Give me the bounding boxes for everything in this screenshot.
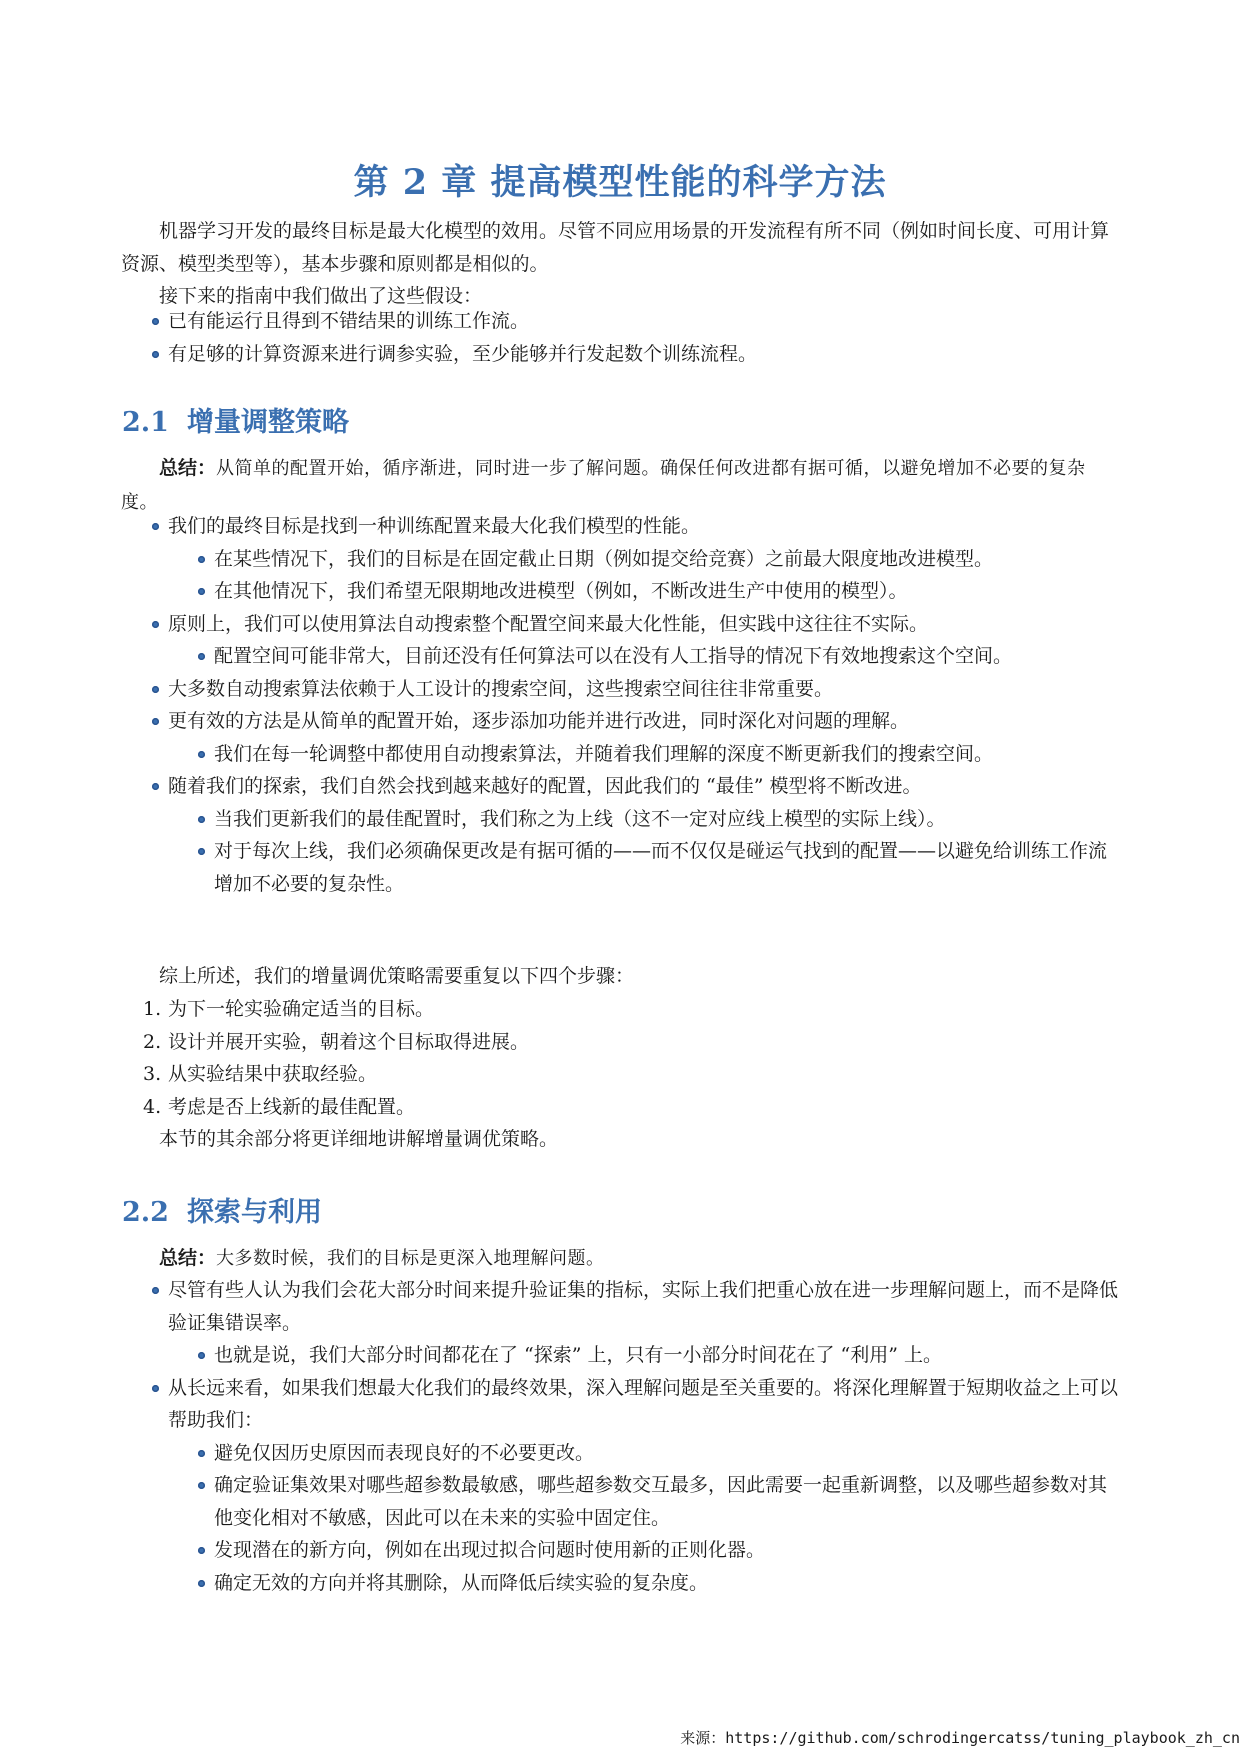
list-item: 也就是说，我们大部分时间都花在了 “探索” 上，只有一小部分时间花在了 “利用” 上。 bbox=[121, 1339, 1121, 1372]
section-closing: 本节的其余部分将更详细地讲解增量调优策略。 bbox=[159, 1128, 559, 1150]
list-item: 当我们更新我们的最佳配置时，我们称之为上线（这不一定对应线上模型的实际上线）。 bbox=[121, 803, 1121, 836]
list-item: 大多数自动搜索算法依赖于人工设计的搜索空间，这些搜索空间往往非常重要。 bbox=[121, 673, 1121, 706]
bullet-icon bbox=[152, 351, 159, 358]
source-footer: 来源：https://github.com/schrodingercatss/tuning_playbook_zh_cn bbox=[680, 1729, 1240, 1747]
list-item: 配置空间可能非常大，目前还没有任何算法可以在没有人工指导的情况下有效地搜索这个空间。 bbox=[121, 640, 1121, 673]
section-bullet-list bbox=[121, 510, 1121, 900]
list-item: 我们的最终目标是找到一种训练配置来最大化我们模型的性能。 bbox=[121, 510, 1121, 543]
steps-list bbox=[121, 993, 1121, 1123]
list-item: 原则上，我们可以使用算法自动搜索整个配置空间来最大化性能，但实践中这往往不实际。 bbox=[121, 608, 1121, 641]
bullet-icon bbox=[198, 1547, 205, 1554]
step-item: 3. 从实验结果中获取经验。 bbox=[143, 1063, 378, 1085]
bullet-icon bbox=[198, 848, 205, 855]
bullet-icon bbox=[152, 686, 159, 693]
bullet-icon bbox=[152, 621, 159, 628]
list-item: 在其他情况下，我们希望无限期地改进模型（例如，不断改进生产中使用的模型）。 bbox=[121, 575, 1121, 608]
list-item: 有足够的计算资源来进行调参实验，至少能够并行发起数个训练流程。 bbox=[121, 338, 1121, 371]
list-item: 确定无效的方向并将其删除，从而降低后续实验的复杂度。 bbox=[121, 1567, 1121, 1600]
assumptions-list bbox=[121, 305, 1121, 370]
bullet-icon bbox=[152, 1385, 159, 1392]
list-item: 随着我们的探索，我们自然会找到越来越好的配置，因此我们的 “最佳” 模型将不断改进。 bbox=[121, 770, 1121, 803]
section-heading: 2.2 探索与利用 bbox=[122, 1197, 322, 1228]
section-summary: 总结：从简单的配置开始，循序渐进，同时进一步了解问题。确保任何改进都有据可循，以避免增加不必要的复杂度。 bbox=[121, 457, 1086, 513]
chapter-title: 第 2 章 提高模型性能的科学方法 bbox=[353, 162, 887, 203]
list-item: 确定验证集效果对哪些超参数最敏感，哪些超参数交互最多，因此需要一起重新调整，以及哪些超参数对其他变化相对不敏感，因此可以在未来的实验中固定住。 bbox=[121, 1469, 1121, 1534]
list-item: 我们在每一轮调整中都使用自动搜索算法，并随着我们理解的深度不断更新我们的搜索空间。 bbox=[121, 738, 1121, 771]
bullet-icon bbox=[198, 1450, 205, 1457]
section-bullet-list bbox=[121, 1274, 1121, 1599]
section-heading: 2.1 增量调整策略 bbox=[122, 407, 349, 438]
bullet-icon bbox=[152, 1287, 159, 1294]
bullet-icon bbox=[198, 751, 205, 758]
list-item: 避免仅因历史原因而表现良好的不必要更改。 bbox=[121, 1437, 1121, 1470]
assumptions-intro: 接下来的指南中我们做出了这些假设： bbox=[159, 285, 483, 307]
list-item: 从长远来看，如果我们想最大化我们的最终效果，深入理解问题是至关重要的。将深化理解置于短期收益之上可以帮助我们： bbox=[121, 1372, 1121, 1437]
bullet-icon bbox=[198, 1352, 205, 1359]
bullet-icon bbox=[152, 523, 159, 530]
bullet-icon bbox=[152, 318, 159, 325]
section-summary: 总结：大多数时候，我们的目标是更深入地理解问题。 bbox=[159, 1247, 605, 1269]
list-item: 对于每次上线，我们必须确保更改是有据可循的——而不仅仅是碰运气找到的配置——以避免给训练工作流增加不必要的复杂性。 bbox=[121, 835, 1121, 900]
bullet-icon bbox=[198, 1482, 205, 1489]
bullet-icon bbox=[198, 653, 205, 660]
step-item: 1. 为下一轮实验确定适当的目标。 bbox=[143, 998, 435, 1020]
step-item: 2. 设计并展开实验，朝着这个目标取得进展。 bbox=[143, 1030, 530, 1053]
list-item: 在某些情况下，我们的目标是在固定截止日期（例如提交给竞赛）之前最大限度地改进模型。 bbox=[121, 543, 1121, 576]
list-item: 尽管有些人认为我们会花大部分时间来提升验证集的指标，实际上我们把重心放在进一步理解问题上，而不是降低验证集错误率。 bbox=[121, 1274, 1121, 1339]
list-item: 发现潜在的新方向，例如在出现过拟合问题时使用新的正则化器。 bbox=[121, 1534, 1121, 1567]
bullet-icon bbox=[152, 718, 159, 725]
bullet-icon bbox=[152, 783, 159, 790]
list-item: 更有效的方法是从简单的配置开始，逐步添加功能并进行改进，同时深化对问题的理解。 bbox=[121, 705, 1121, 738]
bullet-icon bbox=[198, 816, 205, 823]
intro-paragraph: 机器学习开发的最终目标是最大化模型的效用。尽管不同应用场景的开发流程有所不同（例如时间长度、可用计算资源、模型类型等），基本步骤和原则都是相似的。 bbox=[121, 220, 1110, 275]
steps-intro: 综上所述，我们的增量调优策略需要重复以下四个步骤： bbox=[159, 965, 635, 987]
bullet-icon bbox=[198, 556, 205, 563]
list-item: 已有能运行且得到不错结果的训练工作流。 bbox=[121, 305, 1121, 338]
bullet-icon bbox=[198, 1580, 205, 1587]
bullet-icon bbox=[198, 588, 205, 595]
step-item: 4. 考虑是否上线新的最佳配置。 bbox=[143, 1095, 416, 1118]
